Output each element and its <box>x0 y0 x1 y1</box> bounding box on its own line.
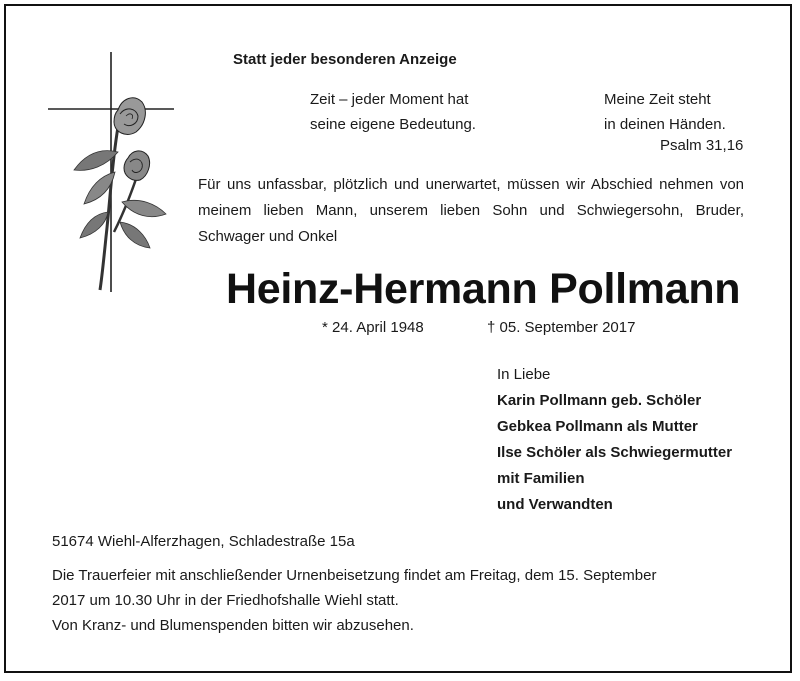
mourner-1: Karin Pollmann geb. Schöler <box>497 392 702 409</box>
address: 51674 Wiehl-Alferzhagen, Schladestraße 15a <box>52 533 355 550</box>
death-date: † 05. September 2017 <box>487 319 636 336</box>
deceased-name: Heinz-Hermann Pollmann <box>226 265 741 313</box>
rose-icon <box>74 98 166 290</box>
quote-right <box>604 87 726 137</box>
cross-with-roses-illustration <box>48 52 176 294</box>
mourner-5: und Verwandten <box>497 496 613 513</box>
quote-right-line-2: in deinen Händen. <box>604 116 726 133</box>
ceremony-line-1: Die Trauerfeier mit anschließender Urnenbeisetzung findet am Freitag, dem 15. September <box>52 567 657 584</box>
mourner-4: mit Familien <box>497 470 585 487</box>
mourner-2: Gebkea Pollmann als Mutter <box>497 418 698 435</box>
ceremony-line-2: 2017 um 10.30 Uhr in der Friedhofshalle Wiehl statt. <box>52 592 399 609</box>
quote-source: Psalm 31,16 <box>660 137 744 154</box>
quote-left-line-2: seine eigene Bedeutung. <box>310 116 476 133</box>
quote-left-line-1: Zeit – jeder Moment hat <box>310 91 469 108</box>
quote-right-line-1: Meine Zeit steht <box>604 91 711 108</box>
mourners-list <box>497 362 732 518</box>
ceremony-line-3: Von Kranz- und Blumenspenden bitten wir abzusehen. <box>52 617 414 634</box>
mourner-3: Ilse Schöler als Schwiegermutter <box>497 444 733 461</box>
ceremony-info <box>52 563 656 638</box>
notice-heading: Statt jeder besonderen Anzeige <box>233 51 457 68</box>
in-love-label: In Liebe <box>497 366 551 383</box>
birth-date: * 24. April 1948 <box>322 319 424 336</box>
intro-text: Für uns unfassbar, plötzlich und unerwartet, müssen wir Abschied nehmen von meinem lieben Mann, unserem lieben Sohn und Schwiegersohn, Bruder, Schwager und Onkel <box>198 176 744 245</box>
quote-left <box>310 87 476 137</box>
